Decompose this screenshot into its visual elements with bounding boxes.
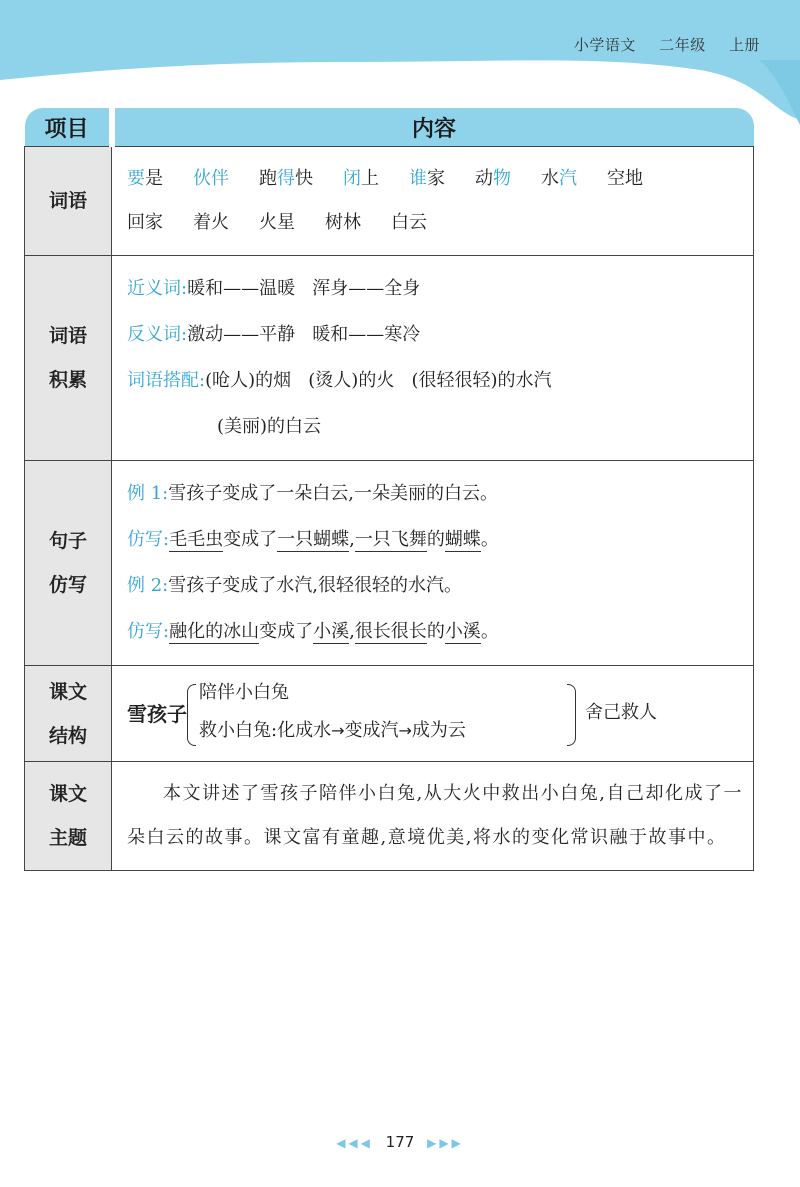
sentence-label (25, 461, 112, 666)
synonyms-tag: 近义词: (127, 278, 188, 299)
right-arrow-icon: → (331, 721, 345, 740)
col-header-item: 项目 (25, 108, 112, 147)
accumulation-label-line1: 词语 (48, 325, 87, 347)
vocabulary-word (475, 157, 511, 201)
imitation-2-tag: 仿写: (127, 621, 170, 642)
page-number: 177 (385, 1133, 415, 1151)
structure-title: 雪孩子 (127, 702, 187, 726)
example-1-text: 雪孩子变成了一朵白云,一朵美丽的白云。 (168, 483, 498, 504)
vocabulary-char: 跑 (259, 168, 277, 189)
vocabulary-word (127, 157, 163, 201)
vocabulary-word (541, 157, 577, 201)
imitation-1-part: 。 (480, 529, 499, 550)
vocabulary-char: 火星 (259, 212, 295, 233)
col-header-content: 内容 (112, 108, 754, 147)
vocabulary-word (391, 201, 427, 245)
imitation-2-part: 的 (426, 621, 445, 642)
imitation-2-part: , (349, 621, 355, 642)
sentence-row (25, 461, 754, 666)
right-arrow-icon: → (398, 721, 412, 740)
vocabulary-char: 空地 (607, 168, 643, 189)
vocabulary-word (127, 201, 163, 245)
vocabulary-word (259, 157, 313, 201)
table-header-row (25, 108, 754, 147)
vocabulary-word (607, 157, 643, 201)
structure-label (25, 666, 112, 762)
accumulation-row (25, 256, 754, 461)
collocation-line (127, 358, 753, 404)
imitation-1-part: 变成了 (223, 529, 278, 550)
imitation-1-part: 的 (426, 529, 445, 550)
imitation-2 (127, 609, 753, 655)
vocabulary-content (112, 147, 754, 256)
vocabulary-char: 动 (475, 168, 493, 189)
accumulation-content (112, 256, 754, 461)
theme-label-line2: 主题 (48, 827, 87, 849)
vocabulary-char: 白云 (391, 212, 427, 233)
imitation-2-part: 很长很长 (354, 621, 427, 642)
page-footer (0, 1133, 800, 1151)
collocation-text-1: (呛人)的烟 (烫人)的火 (很轻很轻)的水汽 (205, 370, 552, 391)
vocabulary-label: 词语 (25, 147, 112, 256)
structure-branch-1: 陪伴小白兔 (199, 682, 289, 703)
structure-content (112, 666, 754, 762)
antonyms-line (127, 312, 753, 358)
branch-2-mid: 变成汽 (344, 720, 399, 741)
theme-text: 本文讲述了雪孩子陪伴小白兔,从大火中救出小白兔,自己却化成了一朵白云的故事。课文富有童趣,意境优美,将水的变化常识融于故事中。 (127, 783, 743, 848)
theme-content (112, 762, 754, 871)
vocabulary-char: 要 (127, 168, 145, 189)
vocabulary-word (343, 157, 379, 201)
imitation-2-part: 。 (480, 621, 499, 642)
structure-diagram (127, 676, 753, 751)
example-2 (127, 563, 753, 609)
imitation-1-tag: 仿写: (127, 529, 170, 550)
imitation-2-part: 小溪 (313, 621, 350, 642)
example-2-text: 雪孩子变成了水汽,很轻很轻的水汽。 (168, 575, 462, 596)
vocabulary-word (259, 201, 295, 245)
vocabulary-char: 谁 (409, 168, 427, 189)
collocation-tag: 词语搭配: (127, 370, 206, 391)
collocation-line-2 (127, 404, 753, 450)
vocabulary-char: 汽 (559, 168, 577, 189)
grade-label: 二年级 (659, 36, 706, 54)
example-2-tag: 例 2: (127, 575, 169, 596)
branch-2-prefix: 救小白兔:化成水 (199, 720, 332, 741)
left-brace-icon (187, 684, 196, 746)
imitation-1 (127, 517, 753, 563)
collocation-text-2: (美丽)的白云 (217, 416, 322, 437)
vocabulary-word (409, 157, 445, 201)
imitation-1-part: 毛毛虫 (169, 529, 224, 550)
imitation-2-part: 变成了 (259, 621, 314, 642)
knowledge-table (24, 108, 754, 871)
sentence-content (112, 461, 754, 666)
vocabulary-char: 着火 (193, 212, 229, 233)
vocabulary-char: 树林 (325, 212, 361, 233)
theme-label-line1: 课文 (48, 783, 87, 805)
accumulation-label (25, 256, 112, 461)
left-arrows-icon: ◀◀◀ (336, 1136, 373, 1150)
vocabulary-char: 得 (277, 168, 295, 189)
vocabulary-char: 上 (361, 168, 379, 189)
theme-label (25, 762, 112, 871)
vocabulary-char: 物 (493, 168, 511, 189)
vocabulary-word (325, 201, 361, 245)
vocabulary-char: 闭 (343, 168, 361, 189)
imitation-1-part: , (349, 529, 355, 550)
imitation-1-part: 一只蝴蝶 (277, 529, 350, 550)
synonyms-line (127, 266, 753, 312)
structure-row (25, 666, 754, 762)
vocabulary-word (193, 157, 229, 201)
vocabulary-char: 是 (145, 168, 163, 189)
structure-result: 舍己救人 (585, 702, 657, 723)
vocabulary-words (127, 157, 753, 245)
book-info (564, 34, 760, 55)
antonyms-text: 激动——平静 暖和——寒冷 (187, 324, 421, 345)
imitation-2-part: 融化的冰山 (169, 621, 260, 642)
accumulation-label-line2: 积累 (48, 369, 87, 391)
structure-branch-2 (199, 716, 466, 742)
example-1 (127, 471, 753, 517)
vocabulary-char: 伙伴 (193, 168, 229, 189)
sentence-label-line2: 仿写 (48, 574, 87, 596)
theme-row (25, 762, 754, 871)
antonyms-tag: 反义词: (127, 324, 188, 345)
vocabulary-word (193, 201, 229, 245)
example-1-tag: 例 1: (127, 483, 169, 504)
structure-label-line2: 结构 (48, 724, 87, 747)
imitation-1-part: 一只飞舞 (354, 529, 427, 550)
imitation-2-part: 小溪 (444, 621, 481, 642)
sentence-label-line1: 句子 (48, 530, 87, 552)
right-arrows-icon: ▶▶▶ (427, 1136, 464, 1150)
vocabulary-row (25, 147, 754, 256)
synonyms-text: 暖和——温暖 浑身——全身 (187, 278, 421, 299)
volume-label: 上册 (728, 36, 760, 54)
vocabulary-char: 回家 (127, 212, 163, 233)
right-brace-icon (567, 684, 576, 746)
vocabulary-char: 家 (427, 168, 445, 189)
vocabulary-char: 快 (295, 168, 313, 189)
subject-label: 小学语文 (573, 36, 636, 54)
structure-label-line1: 课文 (48, 680, 87, 703)
vocabulary-char: 水 (541, 168, 559, 189)
imitation-1-part: 蝴蝶 (444, 529, 481, 550)
branch-2-end: 成为云 (411, 720, 466, 741)
